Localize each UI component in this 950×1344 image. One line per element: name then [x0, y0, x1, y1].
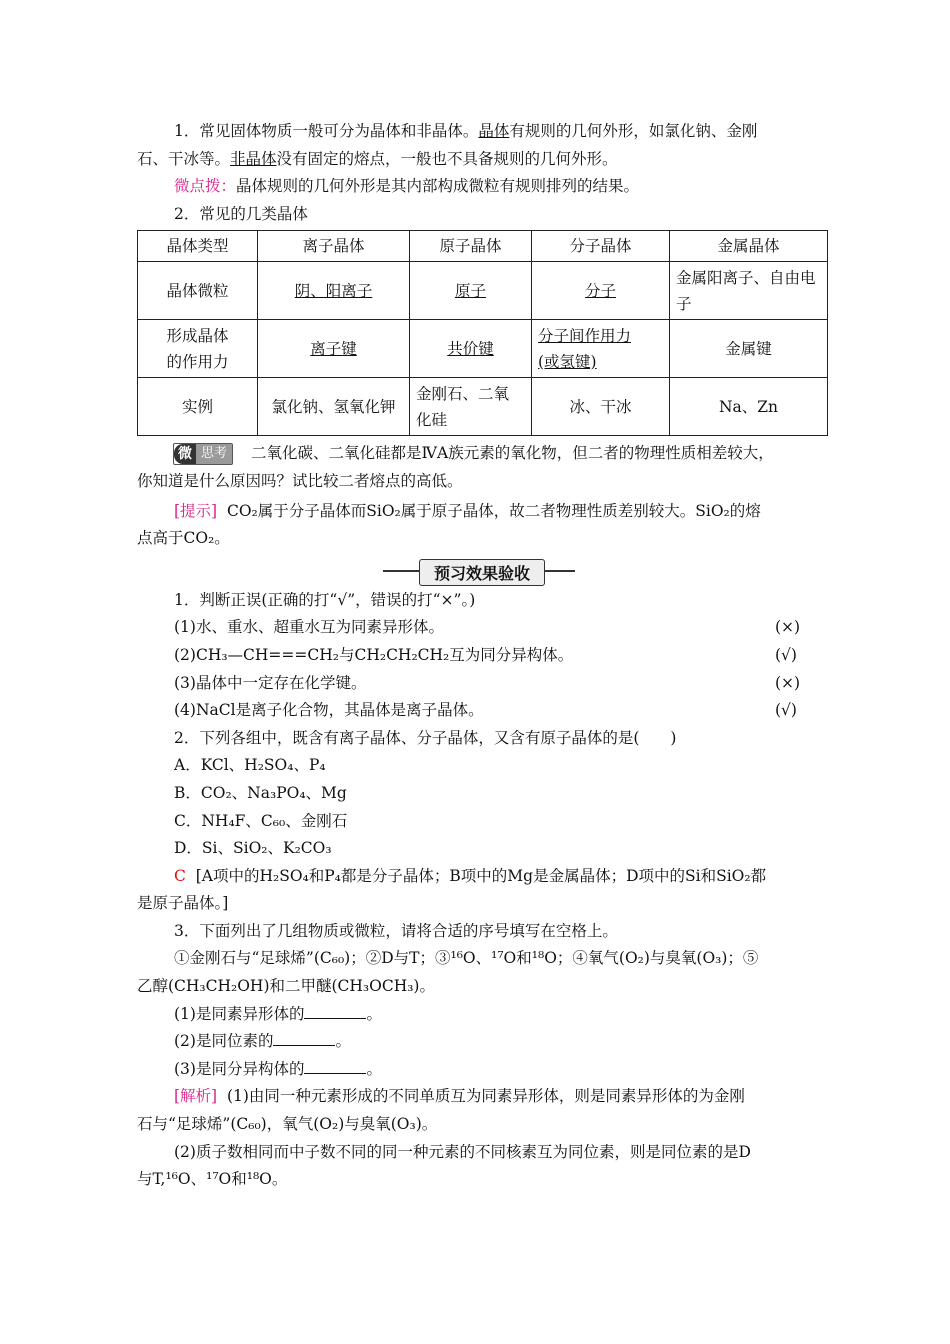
paragraph-crystal-types: 2．常见的几类晶体 — [174, 204, 308, 223]
question-2-explanation-cont: 是原子晶体。] — [137, 894, 229, 913]
table-header: 分子晶体 — [532, 231, 670, 262]
judge-answer: (√) — [775, 645, 797, 664]
table-header: 原子晶体 — [410, 231, 532, 262]
option-d: D．Si、SiO₂、K₂CO₃ — [174, 839, 332, 858]
question-3-list-cont: 乙醇(CH₃CH₂OH)和二甲醚(CH₃OCH₃)。 — [137, 977, 435, 996]
answer-letter: C — [174, 866, 186, 885]
table-cell: 氯化钠、氢氧化钾 — [258, 378, 410, 436]
table-cell: 离子键 — [258, 320, 410, 378]
analysis-label: [解析] — [174, 1087, 218, 1106]
analysis-paragraph-2: (2)质子数相同而中子数不同的同一种元素的不同核素互为同位素，则是同位素的是D — [174, 1142, 751, 1161]
sub-question-2: (2)是同位素的 。 — [174, 1032, 351, 1051]
table-header-row — [138, 231, 828, 262]
paragraph-crystal-intro: 1．常见固体物质一般可分为晶体和非晶体。晶体有规则的几何外形，如氯化钠、金刚 — [174, 122, 758, 140]
question-3-title: 3．下面列出了几组物质或微粒，请将合适的序号填写在空格上。 — [174, 921, 618, 940]
judge-item: (1)水、重水、超重水互为同素异形体。 (×) — [137, 614, 827, 642]
table-cell: 共价键 — [410, 320, 532, 378]
table-cell: 金刚石、二氧 化硅 — [410, 378, 532, 436]
tip-label: 微点拨： — [174, 177, 237, 196]
answer-blank[interactable] — [273, 1031, 335, 1046]
table-row — [138, 262, 828, 320]
sub-question-3: (3)是同分异构体的 。 — [174, 1059, 382, 1078]
answer-blank[interactable] — [304, 1059, 366, 1074]
table-cell: 金属阳离子、自由电子 — [670, 262, 828, 320]
judge-item: (2)CH₃—CH===CH₂与CH₂CH₂CH₂互为同分异构体。 (√) — [137, 642, 827, 670]
table-cell: 形成晶体 的作用力 — [138, 320, 258, 378]
judge-answer: (×) — [775, 618, 801, 637]
banner-title: 预习效果验收 — [419, 559, 545, 586]
judge-answer: (×) — [775, 673, 801, 692]
table-cell: 冰、干冰 — [532, 378, 670, 436]
document-page — [137, 118, 827, 1194]
analysis-paragraph-1-cont: 石与“足球烯”(C₆₀)，氧气(O₂)与臭氧(O₃)。 — [137, 1115, 438, 1134]
sub-question-1: (1)是同素异形体的 。 — [174, 1004, 382, 1023]
option-c: C．NH₄F、C₆₀、金刚石 — [174, 811, 348, 830]
table-cell: 分子间作用力 (或氢键) — [532, 320, 670, 378]
table-cell: 分子 — [532, 262, 670, 320]
question-3-list: ①金刚石与“足球烯”(C₆₀)；②D与T；③¹⁶O、¹⁷O和¹⁸O；④氧气(O₂)与臭氧(O₃)；⑤ — [174, 949, 759, 968]
tip-paragraph: 微点拨：晶体规则的几何外形是其内部构成微粒有规则排列的结果。 — [174, 177, 640, 196]
table-row — [138, 320, 828, 378]
table-row — [138, 378, 828, 436]
crystal-types-table — [137, 230, 828, 436]
analysis-paragraph-1: [解析] (1)由同一种元素形成的不同单质互为同素异形体，则是同素异形体的为金刚 — [174, 1087, 745, 1106]
table-header: 离子晶体 — [258, 231, 410, 262]
think-question: 微 思考 二氧化碳、二氧化硅都是ⅣA族元素的氧化物，但二者的物理性质相差较大， — [137, 440, 827, 468]
option-a: A．KCl、H₂SO₄、P₄ — [174, 756, 326, 775]
think-question-cont: 你知道是什么原因吗？试比较二者熔点的高低。 — [137, 471, 463, 490]
table-header: 晶体类型 — [138, 231, 258, 262]
question-1-title: 1．判断正误(正确的打“√”，错误的打“×”。) — [174, 590, 476, 609]
judge-item: (3)晶体中一定存在化学键。 (×) — [137, 670, 827, 698]
paragraph-crystal-intro-cont: 石、干冰等。非晶体没有固定的熔点，一般也不具备规则的几何外形。 — [137, 149, 618, 168]
judge-item: (4)NaCl是离子化合物，其晶体是离子晶体。 (√) — [137, 697, 827, 725]
section-banner — [137, 559, 827, 583]
table-cell: 阴、阳离子 — [258, 262, 410, 320]
table-cell: 原子 — [410, 262, 532, 320]
hint-paragraph: [提示] CO₂属于分子晶体而SiO₂属于原子晶体，故二者物理性质差别较大。SiO₂的熔 — [174, 501, 761, 520]
judge-answer: (√) — [775, 701, 797, 720]
hint-paragraph-cont: 点高于CO₂。 — [137, 529, 230, 548]
question-2-explanation: C [A项中的H₂SO₄和P₄都是分子晶体；B项中的Mg是金属晶体；D项中的Si和SiO₂都 — [174, 866, 767, 885]
table-cell: 实例 — [138, 378, 258, 436]
option-b: B．CO₂、Na₃PO₄、Mg — [174, 783, 347, 802]
think-badge: 微 思考 — [173, 443, 233, 465]
analysis-paragraph-2-cont: 与T,¹⁶O、¹⁷O和¹⁸O。 — [137, 1170, 288, 1189]
table-cell: 金属键 — [670, 320, 828, 378]
hint-label: [提示] — [174, 501, 218, 520]
question-2-title: 2．下列各组中，既含有离子晶体、分子晶体，又含有原子晶体的是( ) — [174, 728, 677, 747]
answer-blank[interactable] — [304, 1004, 366, 1019]
term-crystal: 晶体 — [478, 122, 510, 140]
table-cell: 晶体微粒 — [138, 262, 258, 320]
table-cell: Na、Zn — [670, 378, 828, 436]
table-header: 金属晶体 — [670, 231, 828, 262]
term-amorphous: 非晶体 — [230, 149, 277, 168]
